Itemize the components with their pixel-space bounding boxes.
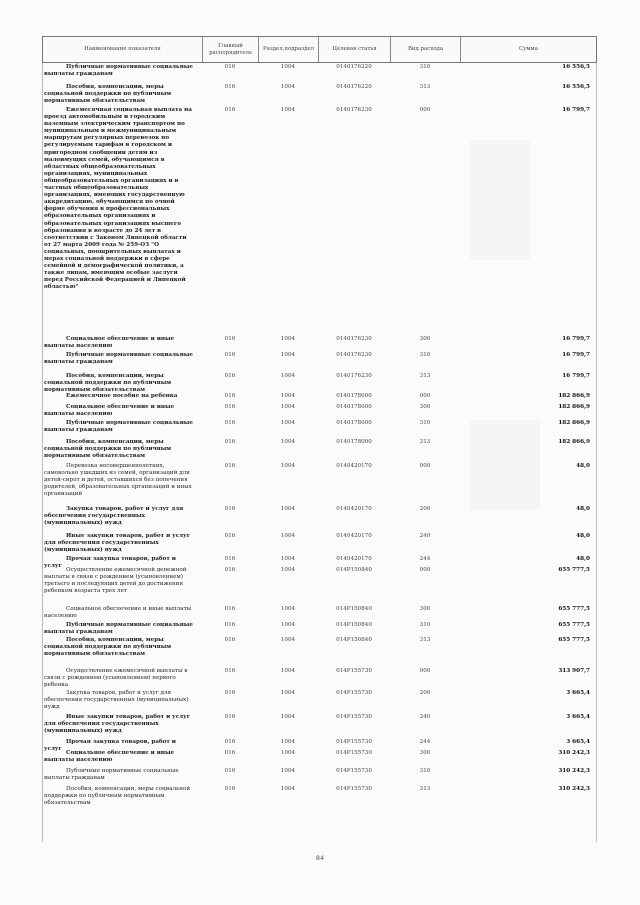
row-section: 1004 — [280, 622, 296, 628]
row-sum: 16 556,5 — [562, 64, 590, 70]
header-admin: Главный распорядитель — [203, 37, 259, 62]
row-name: Социальное обеспечение и иные выплаты населению — [44, 750, 175, 764]
table-border-left — [42, 63, 43, 842]
row-sum: 48,0 — [576, 463, 590, 469]
row-target: 014P155730 — [336, 714, 372, 720]
row-exp: 313 — [419, 373, 431, 379]
row-exp: 310 — [419, 352, 431, 358]
row-sum: 310 242,3 — [558, 786, 590, 792]
row-section: 1004 — [280, 373, 296, 379]
row-name: Публичные нормативные социальные выплаты гражданам — [44, 420, 193, 434]
row-target: 014P155730 — [336, 768, 372, 774]
row-section: 1004 — [280, 786, 296, 792]
row-section: 1004 — [280, 64, 296, 70]
row-target: 0140176230 — [336, 336, 372, 342]
row-name: Пособия, компенсации, меры социальной поддержки по публичным нормативным обязательствам — [44, 439, 172, 460]
row-sum: 182 866,9 — [558, 404, 590, 410]
row-sum: 310 242,3 — [558, 750, 590, 756]
row-sum: 3 665,4 — [566, 714, 590, 720]
row-admin: 016 — [224, 404, 236, 410]
row-admin: 016 — [224, 373, 236, 379]
row-admin: 016 — [224, 567, 236, 573]
row-target: 0140176230 — [336, 352, 372, 358]
row-target: 0140178000 — [336, 404, 372, 410]
row-name: Социальное обеспечение и иные выплаты населению — [44, 336, 175, 350]
row-name: Иные закупки товаров, работ и услуг для обеспечения государственных (муниципальных) нужд — [44, 533, 191, 554]
row-name: Публичные нормативные социальные выплаты гражданам — [44, 768, 179, 782]
row-admin: 016 — [224, 768, 236, 774]
row-name: Ежемесячное пособие на ребенка — [66, 393, 178, 399]
row-name: Закупка товаров, работ и услуг для обеспечения государственных (муниципальных) нужд — [44, 690, 189, 711]
row-target: 014P155730 — [336, 786, 372, 792]
header-target: Целевая статья — [319, 37, 391, 62]
row-sum: 3 665,4 — [566, 690, 590, 696]
row-admin: 016 — [224, 420, 236, 426]
row-sum: 48,0 — [576, 556, 590, 562]
row-exp: 300 — [419, 750, 431, 756]
row-sum: 655 777,5 — [558, 606, 590, 612]
row-admin: 016 — [224, 606, 236, 612]
row-section: 1004 — [280, 107, 296, 113]
row-section: 1004 — [280, 352, 296, 358]
row-exp: 000 — [419, 463, 431, 469]
row-target: 0140178000 — [336, 439, 372, 445]
row-section: 1004 — [280, 84, 296, 90]
row-admin: 016 — [224, 750, 236, 756]
row-sum: 655 777,5 — [558, 567, 590, 573]
row-admin: 016 — [224, 463, 236, 469]
table-header — [42, 36, 597, 63]
row-sum: 16 799,7 — [562, 373, 590, 379]
row-section: 1004 — [280, 533, 296, 539]
row-section: 1004 — [280, 463, 296, 469]
row-exp: 313 — [419, 84, 431, 90]
header-section: Раздел,подраздел — [259, 37, 319, 62]
row-target: 014P150840 — [336, 622, 372, 628]
row-admin: 016 — [224, 64, 236, 70]
row-sum: 182 866,9 — [558, 439, 590, 445]
row-sum: 313 907,7 — [558, 668, 590, 674]
row-admin: 016 — [224, 439, 236, 445]
row-target: 0140176230 — [336, 373, 372, 379]
row-name: Пособия, компенсации, меры социальной поддержки по публичным нормативным обязательствам — [44, 637, 172, 658]
row-admin: 016 — [224, 637, 236, 643]
row-section: 1004 — [280, 768, 296, 774]
header-sum: Сумма — [519, 46, 538, 53]
row-target: 014P155730 — [336, 690, 372, 696]
header-name: Наименование показателя — [43, 37, 203, 62]
row-target: 014P150840 — [336, 637, 372, 643]
row-target: 0140178000 — [336, 393, 372, 399]
row-target: 014P155730 — [336, 668, 372, 674]
row-target: 014P150840 — [336, 606, 372, 612]
row-exp: 310 — [419, 420, 431, 426]
row-section: 1004 — [280, 606, 296, 612]
row-exp: 300 — [419, 606, 431, 612]
row-admin: 016 — [224, 690, 236, 696]
row-admin: 016 — [224, 84, 236, 90]
row-exp: 313 — [419, 637, 431, 643]
row-exp: 200 — [419, 690, 431, 696]
row-sum: 182 866,9 — [558, 420, 590, 426]
row-admin: 016 — [224, 739, 236, 745]
budget-table — [42, 36, 597, 842]
row-name: Социальное обеспечение и иные выплаты населению — [44, 606, 192, 620]
row-exp: 310 — [419, 768, 431, 774]
row-exp: 000 — [419, 393, 431, 399]
row-exp: 313 — [419, 786, 431, 792]
row-exp: 310 — [419, 622, 431, 628]
row-target: 0140176220 — [336, 84, 372, 90]
row-name: Публичные нормативные социальные выплаты гражданам — [44, 622, 193, 636]
row-section: 1004 — [280, 404, 296, 410]
row-sum: 16 556,5 — [562, 84, 590, 90]
row-section: 1004 — [280, 420, 296, 426]
row-admin: 016 — [224, 786, 236, 792]
row-sum: 655 777,5 — [558, 637, 590, 643]
row-sum: 16 799,7 — [562, 352, 590, 358]
row-exp: 244 — [419, 739, 431, 745]
row-name: Ежемесячная социальная выплата на проезд автомобильным и городским наземным электрическим транспортом по муниципальным и межмуниципальным маршрутам регулярных перевозок по регулируемым тарифам в городском и пригородном сообщении детям из малоимущих семей, обучающимся в областных общеобразовательных организациях, муниципальных общеобразовательных организациях и в частных общеобразовательных организациях, имеющих государственную аккредитацию, обучающимся по очной форме обучения в профессиональных образовательных организациях и образовательных организациях высшего образования в возрасте до 24 лет в соответствии с Законом Липецкой области от 27 марта 2009 года № 259-ОЗ "О социальных, поощрительных выплатах и мерах социальной поддержки в сфере семейной и демографической политики, а также лицам, имеющим особые заслуги перед Российской Федерацией и Липецкой областью" — [44, 107, 192, 291]
row-name: Иные закупки товаров, работ и услуг для обеспечения государственных (муниципальных) нужд — [44, 714, 191, 735]
row-exp: 200 — [419, 506, 431, 512]
row-exp: 300 — [419, 404, 431, 410]
row-admin: 016 — [224, 393, 236, 399]
row-section: 1004 — [280, 668, 296, 674]
row-admin: 016 — [224, 506, 236, 512]
row-name: Перевозка несовершеннолетних, самовольно ушедших из семей, организаций для детей-сирот и детей, оставшихся без попечения родителей, образовательных организаций и иных организаций — [44, 463, 192, 498]
row-sum: 182 866,9 — [558, 393, 590, 399]
row-exp: 313 — [419, 439, 431, 445]
row-sum: 655 777,5 — [558, 622, 590, 628]
row-admin: 016 — [224, 622, 236, 628]
row-target: 014P155730 — [336, 750, 372, 756]
row-exp: 240 — [419, 714, 431, 720]
row-admin: 016 — [224, 714, 236, 720]
row-target: 0140178000 — [336, 420, 372, 426]
row-admin: 016 — [224, 107, 236, 113]
row-name: Публичные нормативные социальные выплаты гражданам — [44, 352, 193, 366]
row-exp: 244 — [419, 556, 431, 562]
row-section: 1004 — [280, 393, 296, 399]
row-target: 0140420170 — [336, 556, 372, 562]
row-section: 1004 — [280, 336, 296, 342]
header-exp-type: Вид расхода — [391, 37, 461, 62]
row-exp: 310 — [419, 64, 431, 70]
row-admin: 016 — [224, 533, 236, 539]
row-name: Осуществление ежемесячной выплаты в связи с рождением (усыновлением) первого ребенка — [44, 668, 188, 689]
row-sum: 3 665,4 — [566, 739, 590, 745]
row-target: 0140176220 — [336, 64, 372, 70]
row-admin: 016 — [224, 336, 236, 342]
row-sum: 16 799,7 — [562, 107, 590, 113]
row-admin: 016 — [224, 352, 236, 358]
row-target: 0140420170 — [336, 463, 372, 469]
row-section: 1004 — [280, 714, 296, 720]
row-name: Осуществление ежемесячной денежной выплаты в связи с рождением (усыновлением) третьего и последующих детей до достижения ребенком возраста трех лет — [44, 567, 187, 595]
row-name: Публичные нормативные социальные выплаты гражданам — [44, 64, 193, 78]
row-target: 0140420170 — [336, 533, 372, 539]
row-target: 014P150840 — [336, 567, 372, 573]
row-section: 1004 — [280, 567, 296, 573]
row-exp: 000 — [419, 567, 431, 573]
row-sum: 310 242,3 — [558, 768, 590, 774]
row-admin: 016 — [224, 668, 236, 674]
row-admin: 016 — [224, 556, 236, 562]
row-section: 1004 — [280, 556, 296, 562]
row-name: Пособия, компенсации, меры социальной поддержки по публичным нормативным обязательствам — [44, 786, 191, 807]
row-exp: 000 — [419, 107, 431, 113]
row-target: 0140176230 — [336, 107, 372, 113]
row-section: 1004 — [280, 690, 296, 696]
row-name: Закупка товаров, работ и услуг для обеспечения государственных (муниципальных) нужд — [44, 506, 184, 527]
row-sum: 48,0 — [576, 533, 590, 539]
row-section: 1004 — [280, 506, 296, 512]
row-section: 1004 — [280, 739, 296, 745]
row-name: Прочая закупка товаров, работ и услуг — [44, 556, 176, 570]
row-target: 0140420170 — [336, 506, 372, 512]
row-name: Социальное обеспечение и иные выплаты населению — [44, 404, 175, 418]
row-section: 1004 — [280, 637, 296, 643]
row-name: Пособия, компенсации, меры социальной поддержки по публичным нормативным обязательствам — [44, 373, 172, 394]
row-sum: 48,0 — [576, 506, 590, 512]
row-section: 1004 — [280, 439, 296, 445]
table-border-right — [596, 63, 597, 842]
row-name: Пособия, компенсации, меры социальной поддержки по публичным нормативным обязательствам — [44, 84, 172, 105]
row-name: Прочая закупка товаров, работ и услуг — [44, 739, 176, 753]
row-exp: 240 — [419, 533, 431, 539]
row-section: 1004 — [280, 750, 296, 756]
row-target: 014P155730 — [336, 739, 372, 745]
row-exp: 000 — [419, 668, 431, 674]
page-number: 84 — [315, 854, 325, 862]
row-sum: 16 799,7 — [562, 336, 590, 342]
row-exp: 300 — [419, 336, 431, 342]
